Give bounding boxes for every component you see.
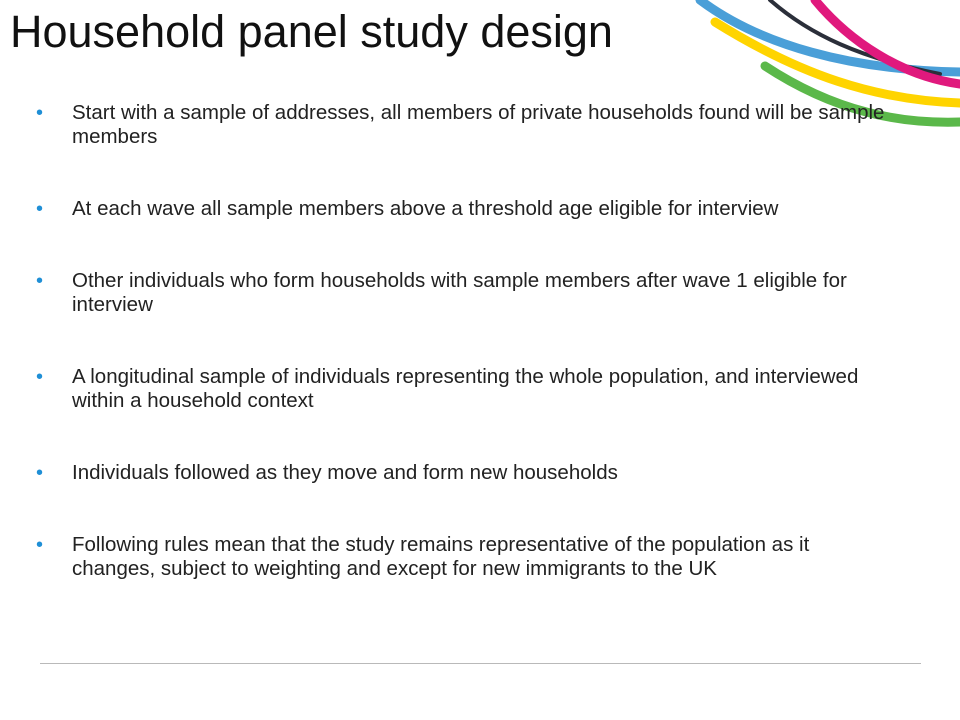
- bullet-item: [36, 533, 896, 581]
- arc-yellow: [715, 22, 960, 103]
- bullet-text: Other individuals who form households with sample members after wave 1 eligible for interview: [72, 269, 847, 316]
- bullet-dot-icon: •: [36, 198, 44, 220]
- arc-dark: [770, 0, 940, 74]
- bullet-list: [36, 101, 896, 581]
- bullet-dot-icon: •: [36, 534, 44, 556]
- arc-blue: [700, 0, 960, 72]
- footer-divider: [40, 663, 921, 664]
- bullet-item: [36, 101, 896, 149]
- bullet-item: [36, 365, 896, 413]
- bullet-text: Start with a sample of addresses, all members of private households found will be sample members: [72, 101, 885, 148]
- bullet-dot-icon: •: [36, 270, 44, 292]
- bullet-item: [36, 461, 896, 485]
- bullet-dot-icon: •: [36, 366, 44, 388]
- arc-pink: [815, 0, 960, 84]
- bullet-item: [36, 197, 896, 221]
- bullet-item: [36, 269, 896, 317]
- bullet-text: A longitudinal sample of individuals representing the whole population, and interviewed within a household context: [72, 365, 859, 412]
- bullet-text: At each wave all sample members above a threshold age eligible for interview: [72, 197, 779, 220]
- bullet-dot-icon: •: [36, 462, 44, 484]
- bullet-text: Following rules mean that the study remains representative of the population as it changes, subject to weighting and except for new immigrants to the UK: [72, 533, 810, 580]
- slide-title: Household panel study design: [10, 6, 613, 57]
- bullet-dot-icon: •: [36, 102, 44, 124]
- bullet-text: Individuals followed as they move and form new households: [72, 461, 618, 484]
